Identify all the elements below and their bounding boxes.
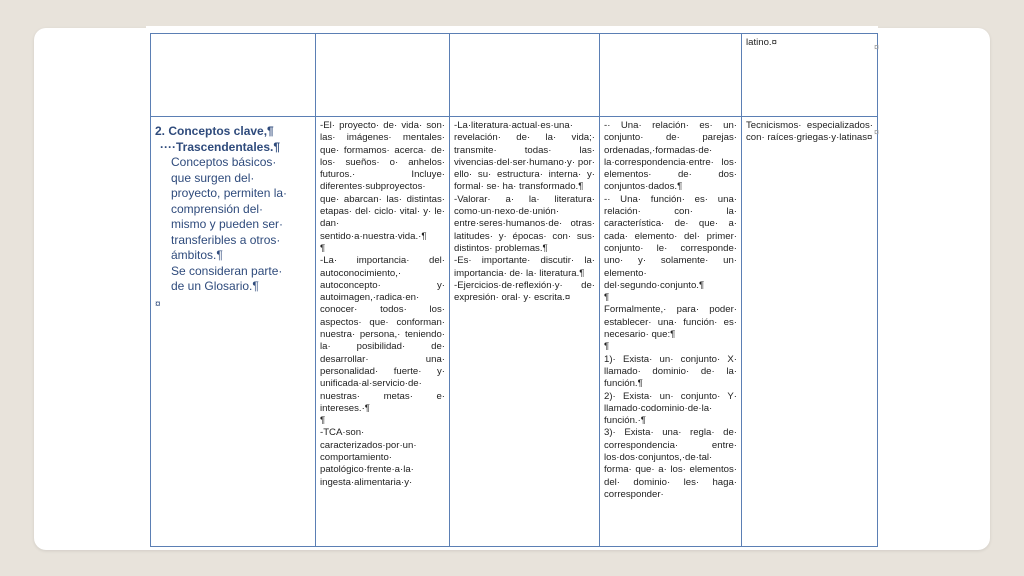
concept-line: que surgen del· (171, 170, 255, 185)
table-cell (316, 34, 450, 117)
table-cell (450, 34, 600, 117)
section-heading: 2. Conceptos clave,¶ (155, 124, 274, 138)
paragraph: -Es· importante· discutir· la· importancia· de· la· literatura.¶ (454, 255, 595, 279)
section-heading-continued: ····Trascendentales.¶ (160, 139, 281, 154)
document-page (146, 26, 878, 550)
concepts-cell (151, 117, 316, 547)
concept-line: de un Glosario.¶ (171, 279, 259, 293)
paragraph: Tecnicismos· especializados· con· raíces·griegas·y·latinas¤ (746, 120, 873, 144)
paragraph: -· Una· función· es· una· relación· con· la· característica· de· que· a· cada· elemento· del· primer· conjunto· le· corresponde· uno· y· solamente· un· elemento· del·segundo·conjunto.¶ (604, 193, 737, 291)
literature-cell (450, 117, 600, 547)
end-of-row-mark: ¤ (874, 42, 880, 52)
concept-line: comprensión del· (171, 201, 264, 216)
functions-cell (600, 117, 742, 547)
table-cell (600, 34, 742, 117)
life-project-cell (316, 117, 450, 547)
paragraph: -Valorar· a· la· literatura· como·un·nexo·de·unión· entre·seres·humanos·de· otras· latitudes· y· épocas· con· sus· distintos· problemas.¶ (454, 193, 595, 254)
concept-line: ámbitos.¶ (171, 248, 223, 262)
paragraph: -Ejercicios·de·reflexión·y· de· expresión· oral· y· escrita.¤ (454, 279, 595, 304)
paragraph: ¶ (604, 341, 610, 353)
paragraph: -· Una· relación· es· un· conjunto· de· parejas· ordenadas,·formadas·de· la·correspondencia·entre· los· elementos· de· dos· conjuntos·dados.¶ (604, 120, 737, 193)
paragraph: -El· proyecto· de· vida· son· las· imágenes· mentales· que· formamos· acerca· de· los· sueños· o· anhelos· futuros.· Incluye· diferentes·subproyectos· que· abarcan· las· distintas· etapas· del· ciclo· vital· y· le· dan· sentido·a·nuestra·vida.·¶ (320, 120, 445, 242)
table-cell (742, 34, 878, 117)
paragraph: ¶ (320, 415, 326, 427)
concept-line: Se consideran parte· (171, 263, 283, 278)
table-row (151, 117, 878, 547)
paragraph: Formalmente,· para· poder· establecer· una· función· es· necesario· que:¶ (604, 304, 737, 341)
paragraph: ¶ (604, 292, 610, 304)
paragraph: ¶ (320, 242, 326, 254)
end-of-row-mark: ¤ (874, 127, 880, 137)
table-row (151, 34, 878, 117)
paragraph: -TCA·son· caracterizados·por·un· comportamiento· patológico·frente·a·la· ingesta·alimentaria·y· (320, 427, 417, 488)
cell-text: latino.¤ (746, 37, 777, 48)
concept-line: proyecto, permiten la· (171, 186, 288, 200)
concept-line: mismo y pueden ser· (171, 217, 284, 231)
paragraph: 1)· Exista· un· conjunto· X· llamado· dominio· de· la· función.¶ (604, 353, 737, 390)
paragraph: 3)· Exista· una· regla· de· correspondencia· entre· los·dos·conjuntos,·de·tal· forma· que· a· los· elementos· del· dominio· les· haga· corresponder· (604, 427, 737, 500)
content-table (150, 33, 878, 547)
paragraph: -La· importancia· del· autoconocimiento,· autoconcepto· y· autoimagen,·radica·en· conocer· todos· los· aspectos· que· conforman· nuestra· persona,· teniendo· la· posibilidad· de· desarrollar· una· personalidad· fuerte· y· unificada·al·servicio·de· nuestras· metas· e· intereses.·¶ (320, 255, 445, 414)
concept-line: transferibles a otros· (171, 232, 281, 247)
paragraph: 2)· Exista· un· conjunto· Y· llamado·codominio·de·la· función.·¶ (604, 390, 737, 427)
table-cell (151, 34, 316, 117)
paragraph: -La·literatura·actual·es·una· revelación· de· la· vida;· transmite· todas· las· vivencias·del·ser·humano·y· por· ello· su· estructura· interna· y· formal· se· ha· transformado.¶ (454, 120, 595, 193)
technicisms-cell (742, 117, 878, 547)
end-of-cell-mark: ¤ (155, 298, 161, 310)
concept-line: Conceptos básicos· (171, 155, 277, 169)
